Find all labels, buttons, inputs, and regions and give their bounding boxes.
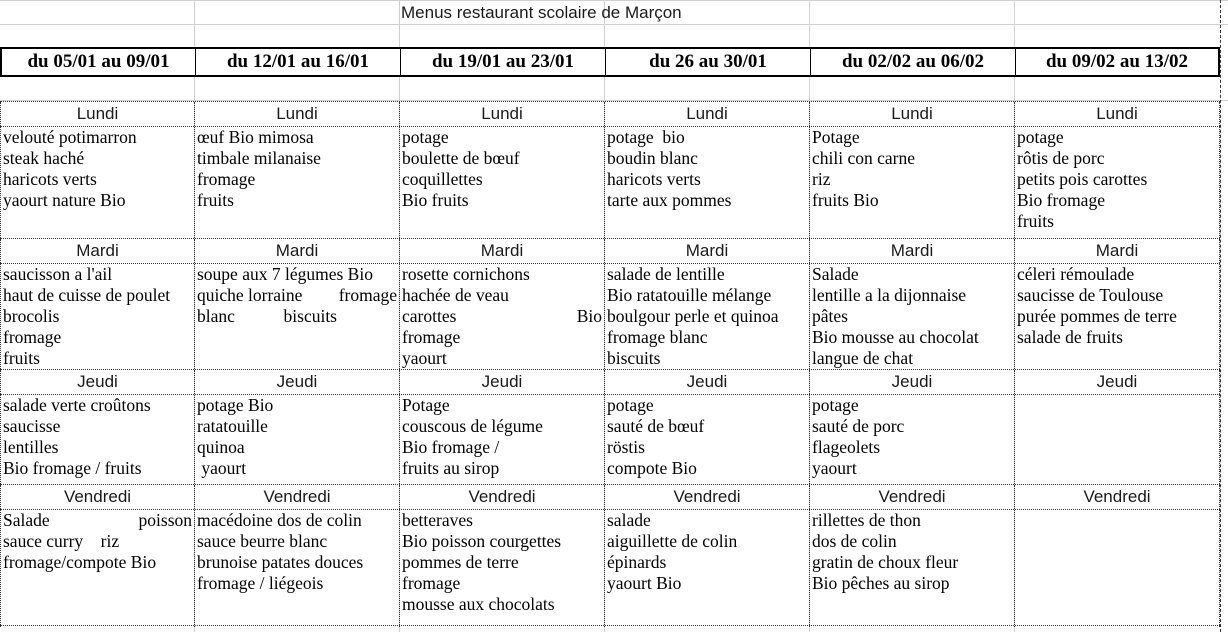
menu-cell[interactable] <box>0 127 194 240</box>
day-label-cell[interactable]: Lundi <box>1014 102 1220 126</box>
menu-item: fromage <box>3 327 62 347</box>
menu-item: salade <box>607 510 651 530</box>
menu-item: fromage blanc <box>607 327 708 347</box>
menu-item: yaourt <box>197 458 247 478</box>
menu-item: haricots verts <box>3 169 97 189</box>
menu-item: pâtes <box>812 306 848 326</box>
day-label-cell[interactable]: Vendredi <box>399 485 604 509</box>
menu-item: Salade <box>812 264 859 284</box>
menu-item: salade de fruits <box>1017 327 1123 347</box>
day-label-cell[interactable]: Vendredi <box>0 485 194 509</box>
menu-item: rôtis de porc <box>1017 148 1105 168</box>
menu-item: yaourt <box>812 458 857 478</box>
menu-item: saucisse de Toulouse <box>1017 285 1164 305</box>
menu-cell[interactable] <box>1014 264 1220 371</box>
menu-cell[interactable] <box>604 264 809 371</box>
day-label-cell[interactable]: Vendredi <box>1014 485 1220 509</box>
menu-item: boulgour perle et quinoa <box>607 306 779 326</box>
menu-item: hachée de veau <box>402 285 509 305</box>
menu-item: lentille a la dijonnaise <box>812 285 967 305</box>
menu-item-part: fromage <box>338 285 397 305</box>
menu-cell[interactable] <box>809 264 1014 371</box>
menu-item: sauté de bœuf <box>607 416 705 436</box>
document-title: Menus restaurant scolaire de Marçon <box>401 3 682 22</box>
menu-cell[interactable] <box>809 127 1014 240</box>
menu-cell[interactable] <box>194 127 399 240</box>
menu-item: potage bio <box>607 127 685 147</box>
menu-item: dos de colin <box>812 531 897 551</box>
day-label-cell[interactable]: Mardi <box>194 239 399 263</box>
menu-item: salade de lentille <box>607 264 725 284</box>
menu-item: compote Bio <box>607 458 697 478</box>
day-label-cell[interactable]: Jeudi <box>399 370 604 394</box>
menu-content-row <box>0 509 1220 627</box>
week-header-cell[interactable]: du 02/02 au 06/02 <box>811 49 1016 75</box>
grid-line <box>0 24 1228 25</box>
day-label-cell[interactable]: Mardi <box>1014 239 1220 263</box>
menu-item: biscuits <box>607 348 661 368</box>
menu-item: röstis <box>607 437 645 457</box>
menu-item: betteraves <box>402 510 473 530</box>
menu-cell[interactable] <box>399 395 604 486</box>
menu-item: ratatouille <box>197 416 268 436</box>
menu-item: soupe aux 7 légumes Bio <box>197 264 373 284</box>
day-label-cell[interactable]: Jeudi <box>1014 370 1220 394</box>
grid-line <box>0 0 1228 1</box>
menu-item: Potage <box>402 395 450 415</box>
menu-item: Bio fruits <box>402 190 469 210</box>
day-block-jeudi <box>0 369 1220 486</box>
menu-item: petits pois carottes <box>1017 169 1148 189</box>
menu-item: flageolets <box>812 437 881 457</box>
day-label-cell[interactable]: Mardi <box>0 239 194 263</box>
day-label-cell[interactable]: Jeudi <box>0 370 194 394</box>
day-label-cell[interactable]: Lundi <box>604 102 809 126</box>
menu-item: Potage <box>812 127 860 147</box>
menu-item <box>197 306 337 327</box>
menu-item: sauté de porc <box>812 416 905 436</box>
day-label-cell[interactable]: Lundi <box>194 102 399 126</box>
menu-item: yaourt Bio <box>607 573 682 593</box>
menu-cell[interactable] <box>399 264 604 371</box>
menu-item: boudin blanc <box>607 148 698 168</box>
menu-item: Bio fromage <box>1017 190 1105 210</box>
menu-item: mousse aux chocolats <box>402 594 555 614</box>
menu-item: céleri rémoulade <box>1017 264 1135 284</box>
menu-item <box>402 306 604 327</box>
menu-item-part: quiche lorraine <box>197 285 303 305</box>
menu-item: sauce curry riz <box>3 531 120 551</box>
menu-cell[interactable] <box>604 510 809 627</box>
menu-item: fruits au sirop <box>402 458 500 478</box>
menu-cell[interactable] <box>604 395 809 486</box>
menu-item: macédoine dos de colin <box>197 510 362 530</box>
day-block-vendredi <box>0 484 1220 627</box>
menu-item: brocolis <box>3 306 60 326</box>
menu-item: fruits Bio <box>812 190 879 210</box>
menu-cell[interactable] <box>194 395 399 486</box>
menu-item: aiguillette de colin <box>607 531 738 551</box>
menu-cell[interactable] <box>1014 127 1220 240</box>
menu-item: lentilles <box>3 437 59 457</box>
menu-content-row <box>0 263 1220 371</box>
menu-item: Bio fromage / <box>402 437 500 457</box>
menu-item: coquillettes <box>402 169 483 189</box>
menu-item: langue de chat <box>812 348 914 368</box>
menu-item: quinoa <box>197 437 245 457</box>
menu-item: œuf Bio mimosa <box>197 127 314 147</box>
day-label-cell[interactable]: Lundi <box>399 102 604 126</box>
menu-item: velouté potimarron <box>3 127 137 147</box>
menu-item: fromage <box>402 573 461 593</box>
day-block-mardi <box>0 238 1220 371</box>
menu-cell[interactable] <box>0 395 194 486</box>
day-label-cell[interactable]: Vendredi <box>604 485 809 509</box>
week-header-cell[interactable]: du 12/01 au 16/01 <box>196 49 401 75</box>
menu-item: haricots verts <box>607 169 701 189</box>
week-header-cell[interactable]: du 26 au 30/01 <box>606 49 811 75</box>
menu-item: rosette cornichons <box>402 264 530 284</box>
day-label-cell[interactable]: Mardi <box>809 239 1014 263</box>
menu-item: Bio ratatouille mélange <box>607 285 772 305</box>
day-label-cell[interactable]: Jeudi <box>194 370 399 394</box>
menu-item: steak haché <box>3 148 85 168</box>
menu-item: saucisse <box>3 416 61 436</box>
day-label-row <box>0 238 1220 263</box>
day-label-cell[interactable]: Mardi <box>399 239 604 263</box>
menu-cell[interactable] <box>194 510 399 627</box>
menu-item: chili con carne <box>812 148 916 168</box>
menu-item: yaourt nature Bio <box>3 190 126 210</box>
day-label-row <box>0 101 1220 126</box>
menu-item <box>197 285 399 306</box>
menu-item: fruits <box>3 348 40 368</box>
day-label-cell[interactable]: Vendredi <box>809 485 1014 509</box>
menu-item: pommes de terre <box>402 552 519 572</box>
menu-item: Bio pêches au sirop <box>812 573 950 593</box>
menu-item: fromage <box>402 327 461 347</box>
menu-cell[interactable] <box>809 395 1014 486</box>
day-block-lundi <box>0 101 1220 240</box>
menu-cell[interactable] <box>0 510 194 627</box>
menu-item: fromage <box>197 169 256 189</box>
menu-item: purée pommes de terre <box>1017 306 1177 326</box>
menu-item: salade verte croûtons <box>3 395 151 415</box>
day-label-cell[interactable]: Mardi <box>604 239 809 263</box>
menu-item: Bio fromage / fruits <box>3 458 142 478</box>
menu-cell[interactable] <box>809 510 1014 627</box>
menu-item-part: blanc <box>197 306 235 326</box>
menu-item: Bio poisson courgettes <box>402 531 562 551</box>
page-break-line <box>1220 0 1221 632</box>
menu-item-part: Bio <box>576 306 602 326</box>
menu-item: saucisson a l'ail <box>3 264 113 284</box>
week-header-cell[interactable]: du 05/01 au 09/01 <box>2 49 196 75</box>
day-label-cell[interactable]: Lundi <box>809 102 1014 126</box>
menu-item-part: poisson <box>138 510 192 530</box>
menu-item: potage <box>607 395 654 415</box>
menu-item: potage <box>402 127 449 147</box>
menu-item: potage <box>1017 127 1064 147</box>
day-label-row <box>0 369 1220 394</box>
menu-item: couscous de légume <box>402 416 543 436</box>
menu-item-part: Salade <box>3 510 50 530</box>
menu-item: boulette de bœuf <box>402 148 520 168</box>
menu-item: Bio mousse au chocolat <box>812 327 979 347</box>
day-label-row <box>0 484 1220 509</box>
menu-cell-empty[interactable] <box>1014 395 1220 486</box>
week-header-cell[interactable]: du 19/01 au 23/01 <box>401 49 606 75</box>
week-header-cell[interactable]: du 09/02 au 13/02 <box>1045 51 1188 72</box>
menu-content-row <box>0 394 1220 486</box>
menu-item: fromage/compote Bio <box>3 552 157 572</box>
menu-item: riz <box>812 169 831 189</box>
menu-item: potage Bio <box>197 395 274 415</box>
menu-item: sauce beurre blanc <box>197 531 328 551</box>
menu-cell[interactable] <box>399 510 604 627</box>
menu-item-part: carottes <box>402 306 457 326</box>
menu-item-part: biscuits <box>283 306 337 326</box>
week-header-row <box>0 47 1220 77</box>
menu-item: fruits <box>1017 211 1054 231</box>
menu-content-row <box>0 126 1220 240</box>
menu-item: fromage / liégeois <box>197 573 324 593</box>
day-label-cell[interactable]: Lundi <box>0 102 194 126</box>
menu-item: haut de cuisse de poulet <box>3 285 171 305</box>
menu-cell[interactable] <box>0 264 194 371</box>
day-label-cell[interactable]: Vendredi <box>194 485 399 509</box>
menu-item: fruits <box>197 190 234 210</box>
menu-item: rillettes de thon <box>812 510 921 530</box>
menu-item: tarte aux pommes <box>607 190 732 210</box>
menu-item: brunoise patates douces <box>197 552 364 572</box>
menu-item: yaourt <box>402 348 447 368</box>
menu-item <box>3 510 194 531</box>
menu-item: potage <box>812 395 859 415</box>
menu-item: gratin de choux fleur <box>812 552 959 572</box>
day-label-cell[interactable]: Jeudi <box>604 370 809 394</box>
menu-cell[interactable] <box>604 127 809 240</box>
menu-item: timbale milanaise <box>197 148 321 168</box>
menu-cell[interactable] <box>399 127 604 240</box>
menu-item: épinards <box>607 552 667 572</box>
menu-cell-empty[interactable] <box>1014 510 1220 627</box>
table-bottom-border <box>0 625 1220 626</box>
menu-cell[interactable] <box>194 264 399 371</box>
day-label-cell[interactable]: Jeudi <box>809 370 1014 394</box>
